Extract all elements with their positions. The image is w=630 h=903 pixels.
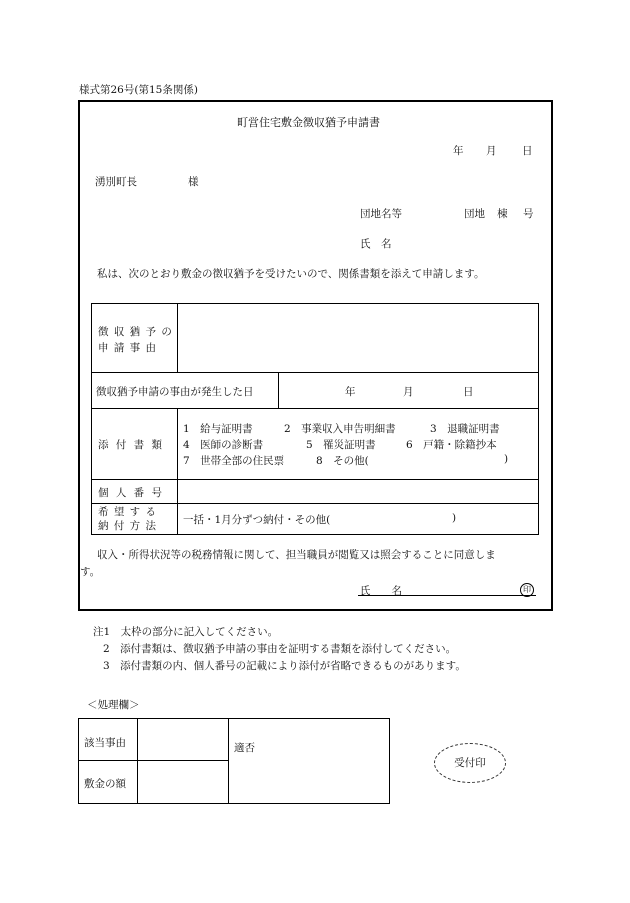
note-2: 2 添付書類は、徴収猶予申請の事由を証明する書類を添付してください。 bbox=[103, 643, 457, 655]
processing-title: ＜処理欄＞ bbox=[87, 699, 140, 711]
payment-label-line1: 希 望 す る bbox=[98, 506, 158, 518]
processing-deposit-label: 敷金の額 bbox=[84, 778, 126, 790]
receipt-stamp: 受付印 bbox=[434, 743, 506, 783]
complex-label: 団地名等 bbox=[360, 208, 402, 220]
attach-item-2: 2 事業収入申告明細書 bbox=[284, 423, 396, 435]
complex-danchi: 団地 bbox=[464, 208, 485, 220]
attach-item-3: 3 退職証明書 bbox=[430, 423, 500, 435]
occurred-year: 年 bbox=[345, 386, 356, 398]
payment-options: 一括・1月分ずつ納付・その他( bbox=[183, 514, 331, 526]
date-year: 年 bbox=[453, 145, 464, 157]
attach-item-5: 5 罹災証明書 bbox=[306, 439, 376, 451]
addressee: 湧別町長 bbox=[95, 176, 137, 188]
attach-item-6: 6 戸籍・除籍抄本 bbox=[406, 439, 497, 451]
complex-tou: 棟 bbox=[497, 208, 508, 220]
request-sentence: 私は、次のとおり敷金の徴収猶予を受けたいので、関係書類を添えて申請します。 bbox=[97, 268, 485, 280]
honorific: 様 bbox=[188, 176, 199, 188]
processing-judgement-label: 適否 bbox=[234, 742, 255, 754]
consent-text-line1: 収入・所得状況等の税務情報に関して、担当職員が閲覧又は照会することに同意しま bbox=[97, 549, 496, 561]
occurred-date-label: 徴収猶予申請の事由が発生した日 bbox=[96, 386, 254, 398]
processing-reason-label: 該当事由 bbox=[84, 737, 126, 749]
reason-label-line2: 申 請 事 由 bbox=[98, 342, 158, 354]
attach-item-8-close: ) bbox=[504, 453, 509, 465]
note-3: 3 添付書類の内、個人番号の記載により添付が省略できるものがあります。 bbox=[103, 660, 466, 672]
signature-line bbox=[358, 595, 536, 596]
attach-item-4: 4 医師の診断書 bbox=[183, 439, 264, 451]
attachments-label: 添 付 書 類 bbox=[98, 439, 165, 451]
form-title: 町営住宅敷金徴収猶予申請書 bbox=[237, 116, 380, 129]
my-number-label: 個 人 番 号 bbox=[98, 487, 165, 499]
applicant-name-label: 氏 名 bbox=[360, 238, 392, 250]
occurred-month: 月 bbox=[403, 386, 414, 398]
consent-text-line2: す。 bbox=[80, 566, 101, 578]
date-month: 月 bbox=[486, 145, 497, 157]
date-day: 日 bbox=[522, 145, 533, 157]
seal-mark-icon: 印 bbox=[520, 583, 534, 597]
attach-item-7: 7 世帯全部の住民票 bbox=[183, 455, 285, 467]
note-1: 注1 太枠の部分に記入してください。 bbox=[93, 626, 279, 638]
payment-options-close: ) bbox=[452, 512, 457, 524]
processing-table bbox=[78, 718, 390, 804]
attach-item-1: 1 給与証明書 bbox=[183, 423, 253, 435]
payment-label-line2: 納 付 方 法 bbox=[98, 520, 158, 532]
consent-name-label: 氏 名 bbox=[360, 585, 402, 597]
complex-gou: 号 bbox=[523, 208, 534, 220]
reason-label-line1: 徴 収 猶 予 の bbox=[98, 326, 173, 338]
form-number: 様式第26号(第15条関係) bbox=[79, 84, 198, 96]
occurred-day: 日 bbox=[463, 386, 474, 398]
attach-item-8: 8 その他( bbox=[316, 455, 369, 467]
